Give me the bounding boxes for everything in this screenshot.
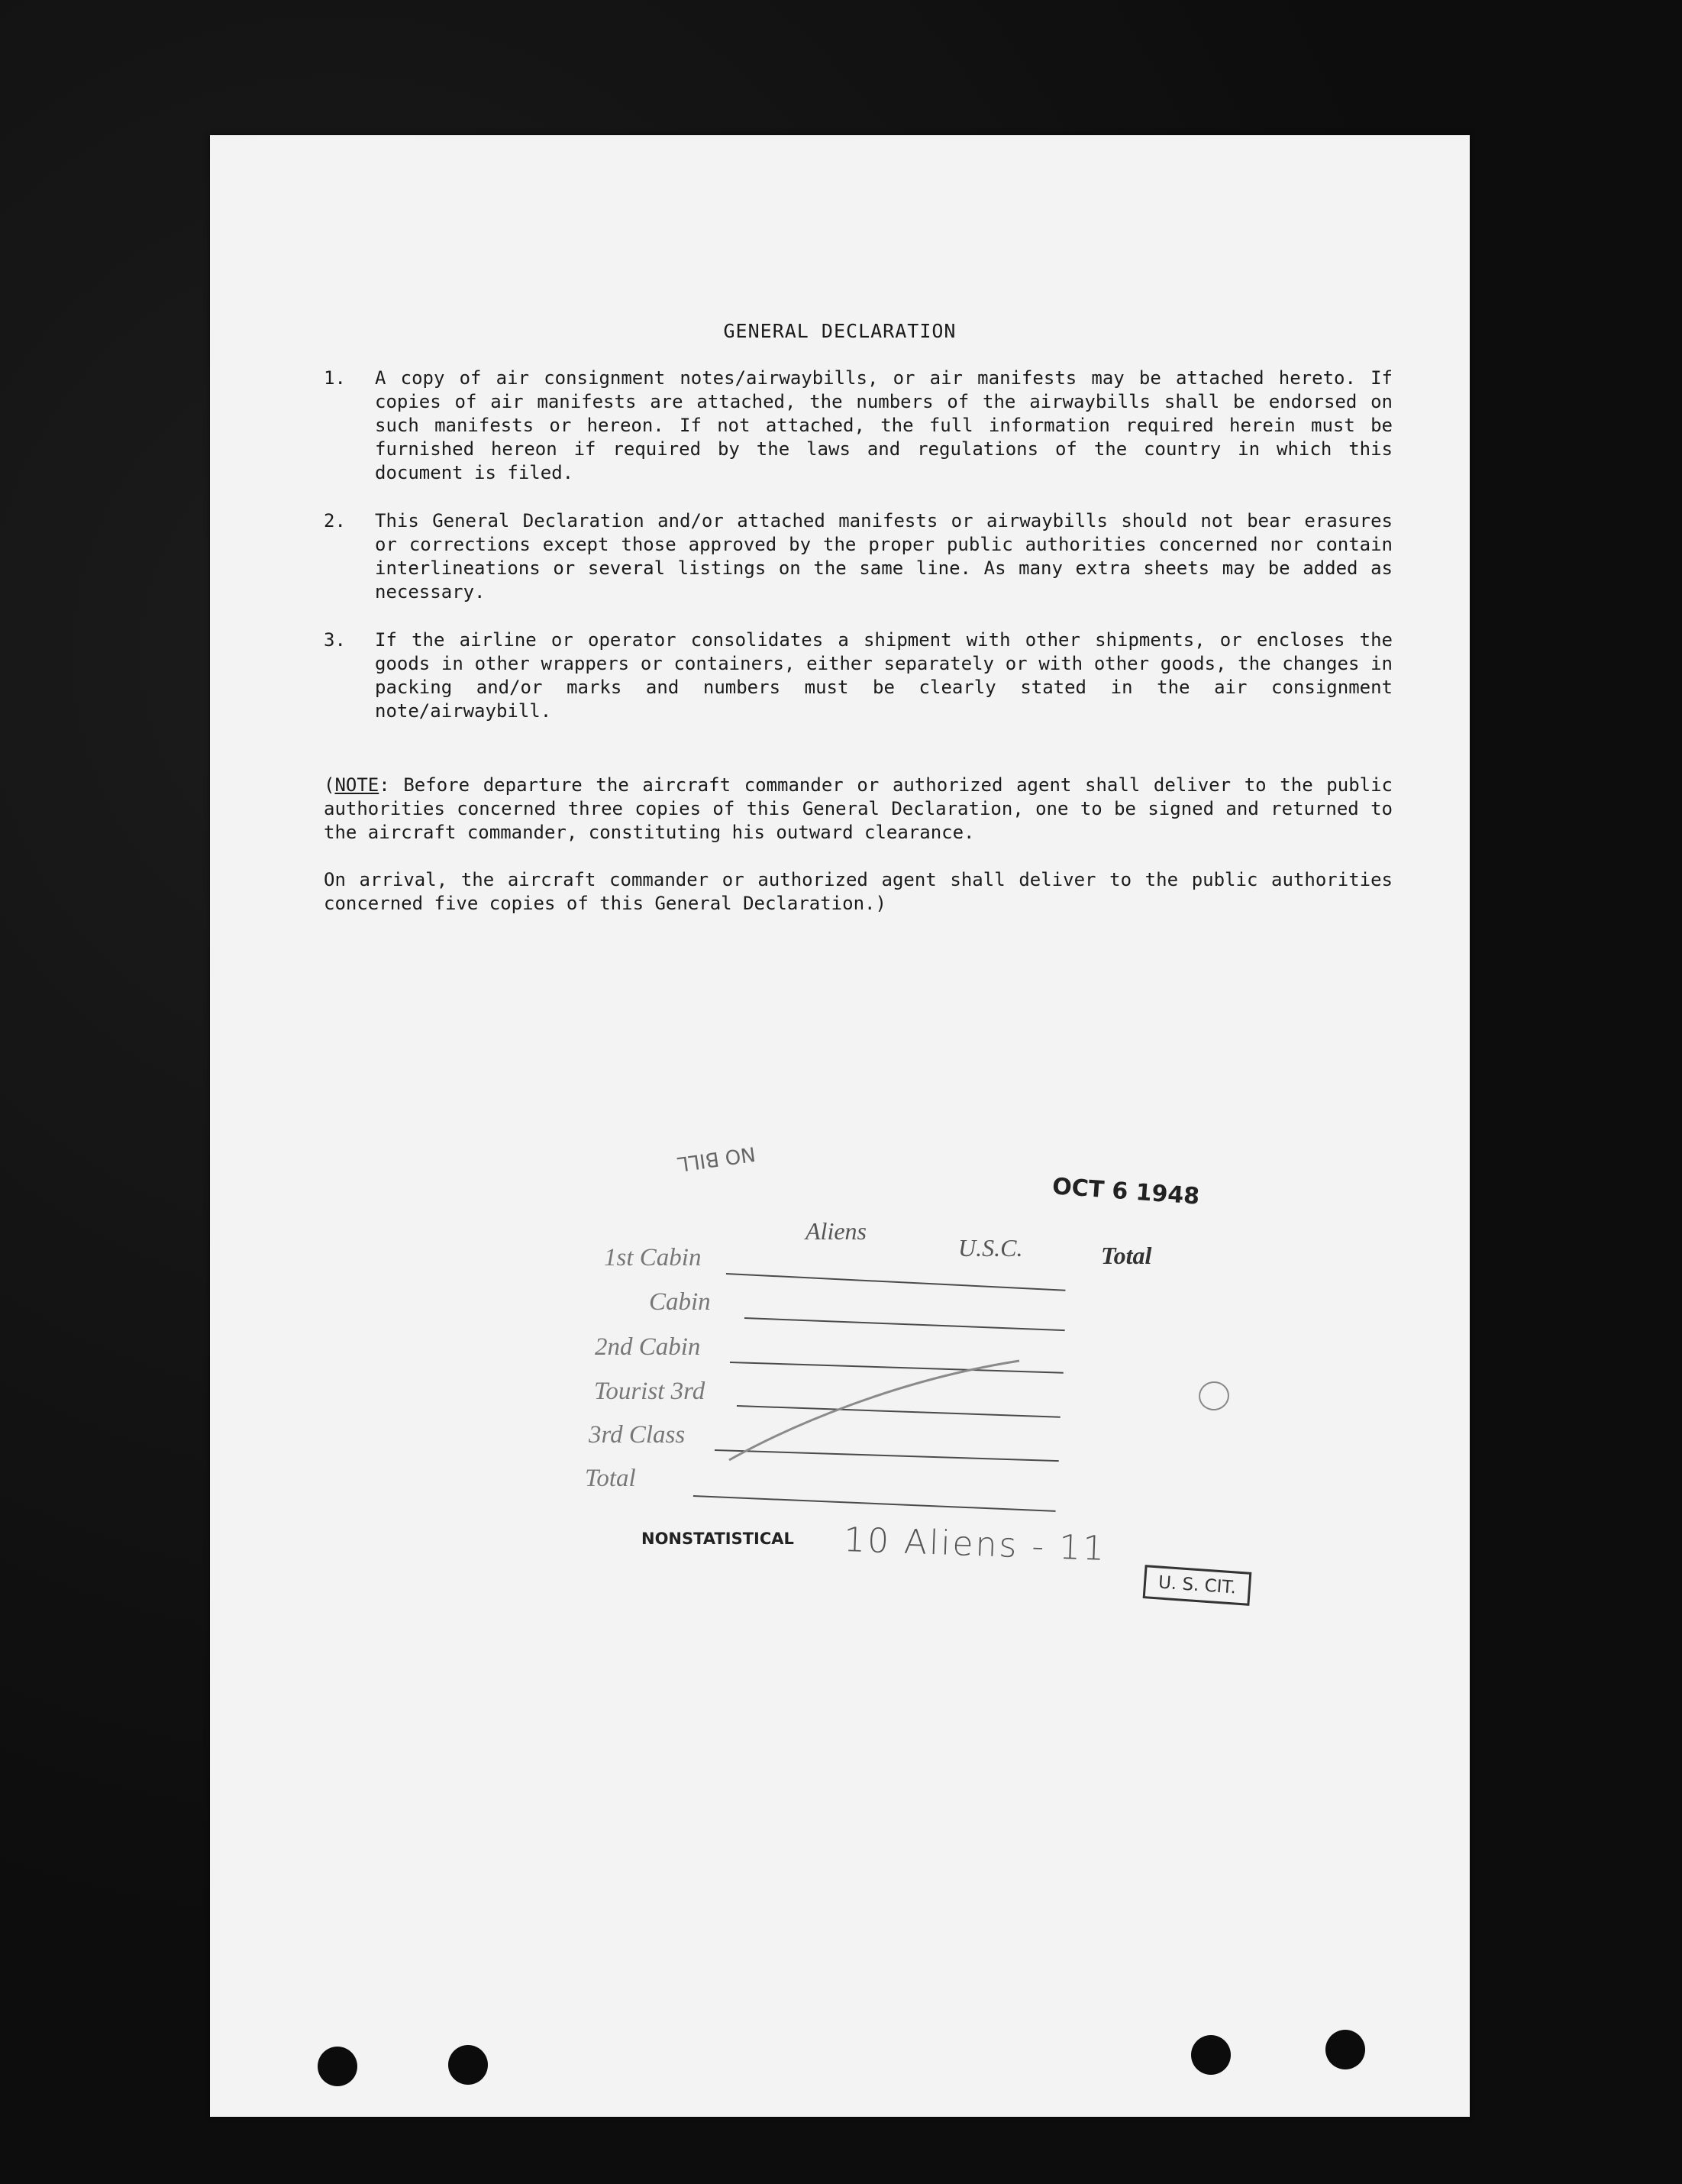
item-number: 1.	[324, 367, 346, 389]
item-text: This General Declaration and/or attached manifests or airwaybills should not bear erasures or corrections except those approved by the proper public authorities concerned nor contain interlineations or several listings on the same line. As many extra sheets may be added as necessary.	[375, 510, 1393, 603]
row-1st-cabin: 1st Cabin	[604, 1244, 702, 1271]
handwritten-count: 10 Aliens - 11	[843, 1520, 1108, 1569]
nonstatistical-stamp: NONSTATISTICAL	[641, 1530, 794, 1548]
column-aliens: Aliens	[805, 1217, 867, 1245]
column-total: Total	[1101, 1242, 1152, 1269]
row-tourist-3rd: Tourist 3rd	[594, 1378, 705, 1405]
pencil-stroke	[210, 135, 1470, 2117]
note-departure-text: : Before departure the aircraft commander or authorized agent shall deliver to the public authorities concerned three copies of this General Declaration, one to be signed and returned to the aircraft commander, constituting his outward clearance.	[324, 774, 1393, 843]
document-title: GENERAL DECLARATION	[723, 320, 957, 342]
row-2nd-cabin: 2nd Cabin	[595, 1333, 701, 1361]
item-text: A copy of air consignment notes/airwaybills, or air manifests may be attached hereto. If copies of air manifests are attached, the numbers of the airwaybills shall be endorsed on such manifests or hereon. If not attached, the full information required herein must be furnished hereon if required by the laws and regulations of the country in which this document is filed.	[375, 367, 1393, 483]
no-bill-stamp: NO BILL	[676, 1142, 757, 1175]
item-number: 2.	[324, 510, 346, 531]
us-cit-stamp: U. S. CIT.	[1143, 1565, 1252, 1606]
punch-hole	[1191, 2035, 1231, 2075]
document-sheet	[210, 135, 1470, 2117]
punch-hole	[1325, 2030, 1365, 2069]
punch-hole	[318, 2047, 357, 2086]
row-cabin: Cabin	[649, 1288, 711, 1316]
note-label: NOTE	[334, 774, 379, 796]
note-open-paren: (	[324, 774, 335, 796]
item-text: If the airline or operator consolidates a shipment with other shipments, or encloses the goods in other wrappers or containers, either separately or with other goods, the changes in packing and/or marks and numbers must be clearly stated in the air consignment note/airwaybill.	[375, 629, 1393, 722]
punch-hole	[448, 2045, 488, 2085]
date-stamp: OCT 6 1948	[1051, 1173, 1201, 1210]
item-number: 3.	[324, 629, 346, 651]
column-usc: U.S.C.	[958, 1234, 1023, 1262]
note-arrival: On arrival, the aircraft commander or authorized agent shall deliver to the public authorities concerned five copies of this General Declaration.)	[324, 869, 1393, 914]
row-3rd-class: 3rd Class	[589, 1421, 686, 1449]
row-total: Total	[585, 1465, 636, 1492]
